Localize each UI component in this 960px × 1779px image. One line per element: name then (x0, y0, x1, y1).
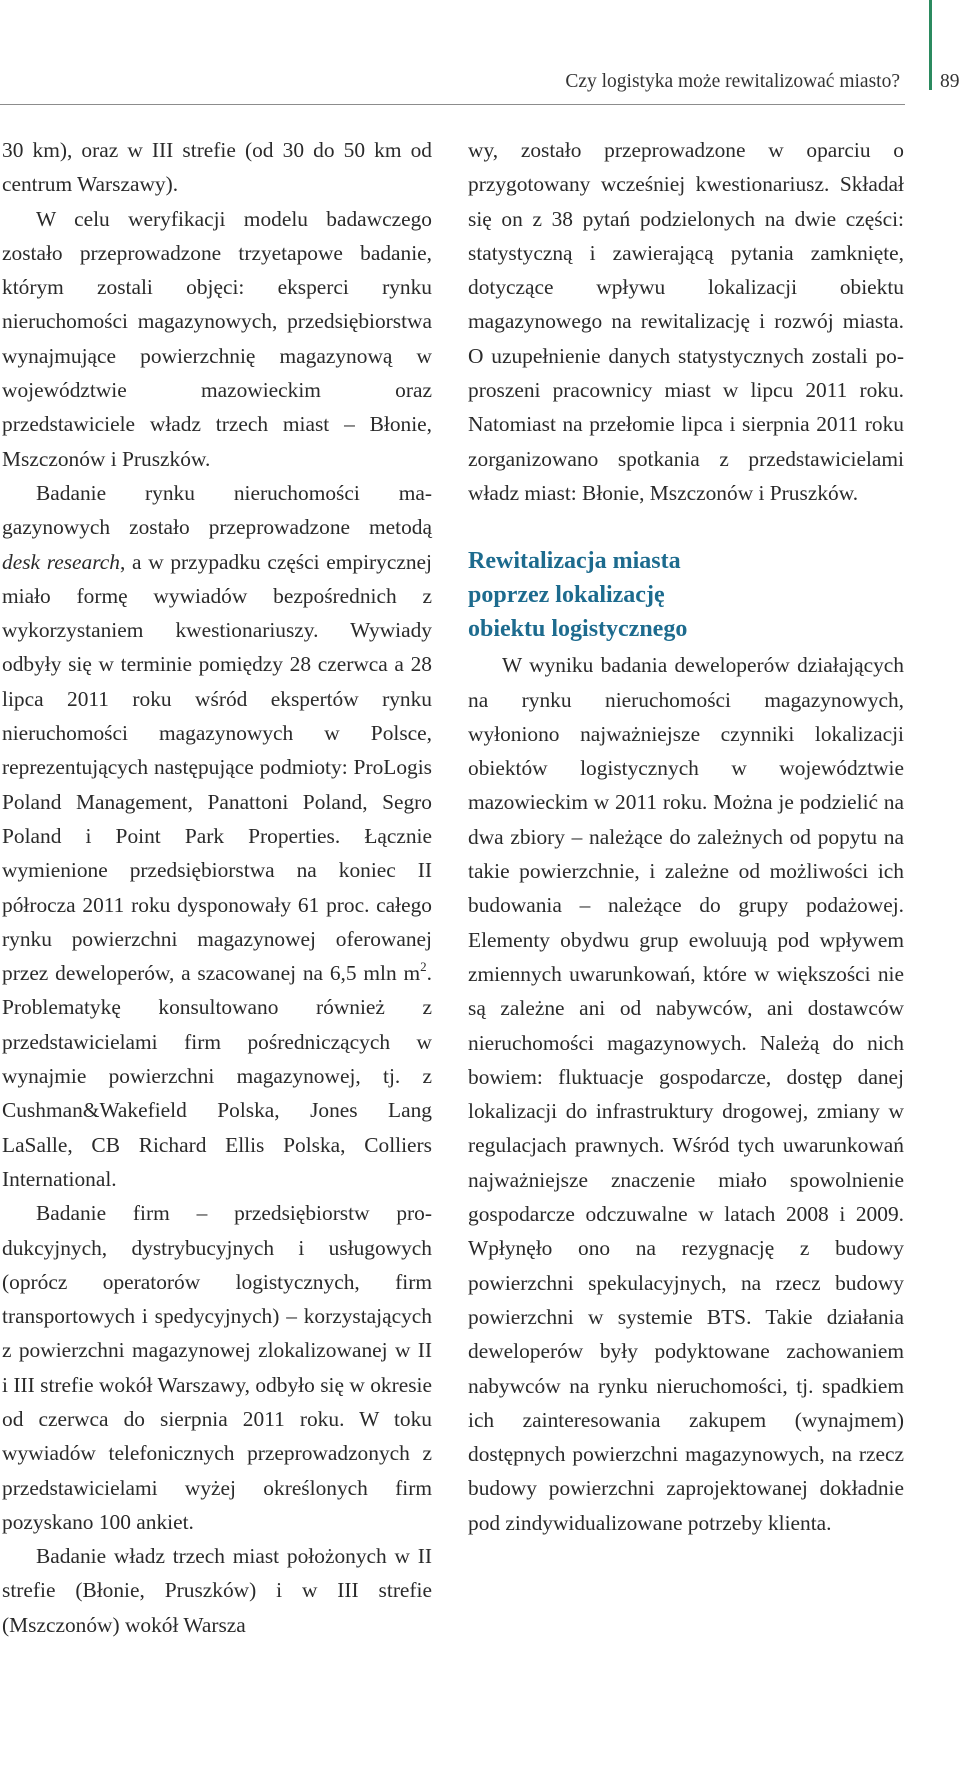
paragraph-research-model: W celu weryfikacji modelu badawczego zostało przeprowadzone trzyetapowe badanie, którym zostali objęci: eksperci rynku nieruchomości magazynowych, przedsiębiorstwa wynajmujące powierzchnię magazynową w województwie mazowieckim oraz przedstawiciele władz trzech miast – Błonie, Mszczonów i Pruszków. (2, 206, 432, 471)
page-number: 89 (940, 71, 960, 92)
running-header (0, 0, 960, 110)
text-run: , a w przypadku części empirycznej miało formę wywiadów bezpośrednich z wykorzystaniem kwestionariuszy. Wywiady odbyły się w terminie pomiędzy 28 czerwca a 28 lipca 2011 roku wśród ekspertów rynku nieruchomości magazynowych w Polsce, reprezentujących następujące podmioty: ProLogis Poland Management, Panattoni Poland, Segro Poland i Point Park Properties. Łącznie wymienione przedsiębiorstwa na koniec II półrocza 2011 roku dysponowały 61 proc. całego rynku powierzchni magazynowej oferowanej przez deweloperów, a szacowanej na 6,5 mln m (2, 549, 432, 986)
paragraph-continuation: wy, zostało przeprowadzone w oparciu o przygotowany wcześniej kwestionariusz. Składał się on z 38 pytań podzielonych na dwie części: statystyczną i zawierającą pytania zamknięte, dotyczące wpływu lokalizacji obiektu magazynowego na rewitalizację i rozwój miasta. O uzupełnienie danych statystycznych zostali poproszeni pracownicy miast w lipcu 2011 roku. Natomiast na przełomie lipca i sierpnia 2011 roku zorganizowano spotkania z przedstawicielami władz miast: Błonie, Mszczonów i Pruszków. (468, 138, 904, 505)
heading-line: obiektu logistycznego (468, 616, 688, 643)
italic-term: desk research (2, 549, 120, 574)
heading-line: Rewitalizacja miasta (468, 548, 681, 575)
paragraph-continuation: 30 km), oraz w III strefie (od 30 do 50 km od centrum Warszawy). (2, 138, 432, 197)
superscript: 2 (420, 959, 427, 975)
running-title: Czy logistyka może rewitalizować miasto? (565, 71, 900, 92)
left-column (2, 133, 432, 1642)
section-heading (468, 544, 904, 646)
header-rule (0, 104, 905, 105)
text-run: Badanie rynku nieruchomości magazynowych zostało przeprowadzone metodą (2, 480, 432, 540)
paragraph-company-survey: Badanie firm – przedsiębiorstw produkcyjnych, dystrybucyjnych i usługowych (oprócz operatorów logistycznych, firm transportowych i spedycyjnych) – korzystających z powierzchni magazynowej zlokalizowanej w II i III strefie wokół Warszawy, odbyło się w okresie od czerwca do sierpnia 2011 roku. W toku wywiadów telefonicznych przeprowadzonych z przedstawicielami wyżej określonych firm pozyskano 100 ankiet. (2, 1201, 432, 1534)
text-run: . Problematykę konsultowano również z przedstawicielami firm pośredniczących w wynajmie powierzchni magazynowej, tj. z Cushman&Wakefield Polska, Jones Lang LaSalle, CB Richard Ellis Polska, Colliers International. (2, 961, 432, 1191)
paragraph-developer-findings: W wyniku badania deweloperów działających na rynku nieruchomości magazynowych, wyłoniono najważniejsze czynniki lokalizacji obiektów logistycznych w województwie mazowieckim w 2011 roku. Można je podzielić na dwa zbiory – należące do zależnych od popytu na takie powierzchnie, i zależne od możliwości ich budowania – należące do grupy podażowej. Elementy obydwu grup ewoluują pod wpływem zmiennych uwarunkowań, które w większości nie są zależne ani od nabywców, ani dostawców nieruchomości magazynowych. Należą do nich bowiem: fluktuacje gospodarcze, dostęp danej lokalizacji do infrastruktury drogowej, zmiany w regulacjach prawnych. Wśród tych uwarunkowań najważniejsze znaczenie miało spowolnienie gospodarcze odczuwalne w latach 2008 i 2009. Wpłynęło ono na rezygnację z budowy powierzchni spekulacyjnych, na rzecz budowy powierzchni w systemie BTS. Takie działania deweloperów były podyktowane zachowaniem nabywców na rynku nieruchomości, tj. spadkiem ich zainteresowania zakupem (wynajmem) dostępnych powierzchni magazynowych, na rzecz budowy powierzchni zaprojektowanej dokładnie pod zindywidualizowane potrzeby klienta. (468, 653, 904, 1535)
paragraph-city-authorities: Badanie władz trzech miast położonych w II strefie (Błonie, Pruszków) i w III strefie (Mszczonów) wokół Warsza (2, 1544, 432, 1637)
accent-bar (929, 0, 932, 90)
paragraph-market-research (2, 476, 432, 1196)
heading-line: poprzez lokalizację (468, 582, 665, 609)
right-column (468, 133, 904, 1540)
